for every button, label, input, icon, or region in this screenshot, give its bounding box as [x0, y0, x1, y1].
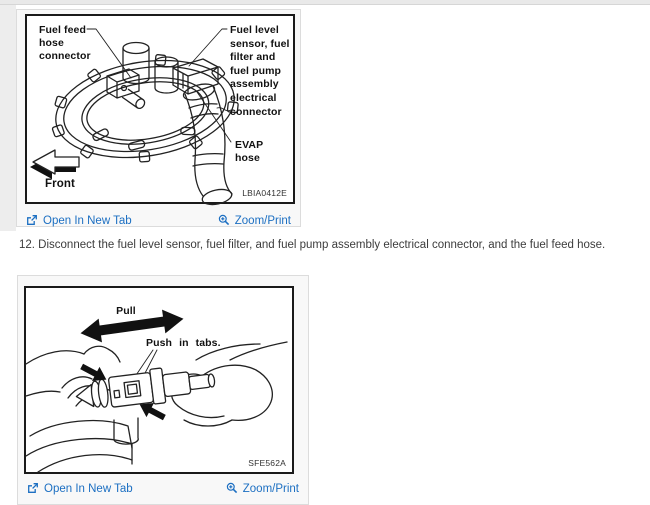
label-fuel-feed-hose-connector: Fuel feed hose connector	[39, 24, 91, 62]
figure1-actions	[17, 210, 300, 232]
label-evap-hose: EVAP hose	[235, 139, 264, 164]
label-front: Front	[45, 178, 75, 190]
connector-release-line-art	[26, 288, 292, 472]
label-fuel-level-sensor-connector: Fuel level sensor, fuel filter and fuel pump assembly electrical connector	[230, 24, 290, 118]
figure2-code: SFE562A	[248, 458, 286, 468]
zoom-print-label: Zoom/Print	[242, 483, 299, 495]
step-12-instruction: 12. Disconnect the fuel level sensor, fuel filter, and fuel pump assembly electrical connector, and the fuel feed hose.	[19, 239, 606, 251]
figure1-code: LBIA0412E	[242, 188, 287, 198]
magnifier-plus-icon	[226, 482, 238, 497]
label-push-in-tabs: Push in tabs.	[146, 337, 221, 349]
diagram-fuel-pump-assembly	[25, 14, 295, 204]
figure-card-fuel-pump-assembly	[16, 9, 301, 227]
open-in-new-tab-link-2[interactable]	[27, 482, 133, 497]
open-in-new-tab-icon	[26, 214, 38, 229]
zoom-print-label: Zoom/Print	[234, 215, 291, 227]
open-in-new-tab-label: Open In New Tab	[43, 215, 132, 227]
open-in-new-tab-icon	[27, 482, 39, 497]
open-in-new-tab-label: Open In New Tab	[44, 483, 133, 495]
zoom-print-link[interactable]	[218, 214, 291, 229]
figure-card-connector-release	[17, 275, 309, 505]
left-gutter	[0, 5, 16, 231]
magnifier-plus-icon	[218, 214, 230, 229]
figure2-actions	[18, 478, 308, 500]
open-in-new-tab-link[interactable]	[26, 214, 132, 229]
top-strip	[0, 0, 650, 5]
diagram-connector-release	[24, 286, 294, 474]
label-pull: Pull	[116, 305, 136, 317]
zoom-print-link-2[interactable]	[226, 482, 299, 497]
